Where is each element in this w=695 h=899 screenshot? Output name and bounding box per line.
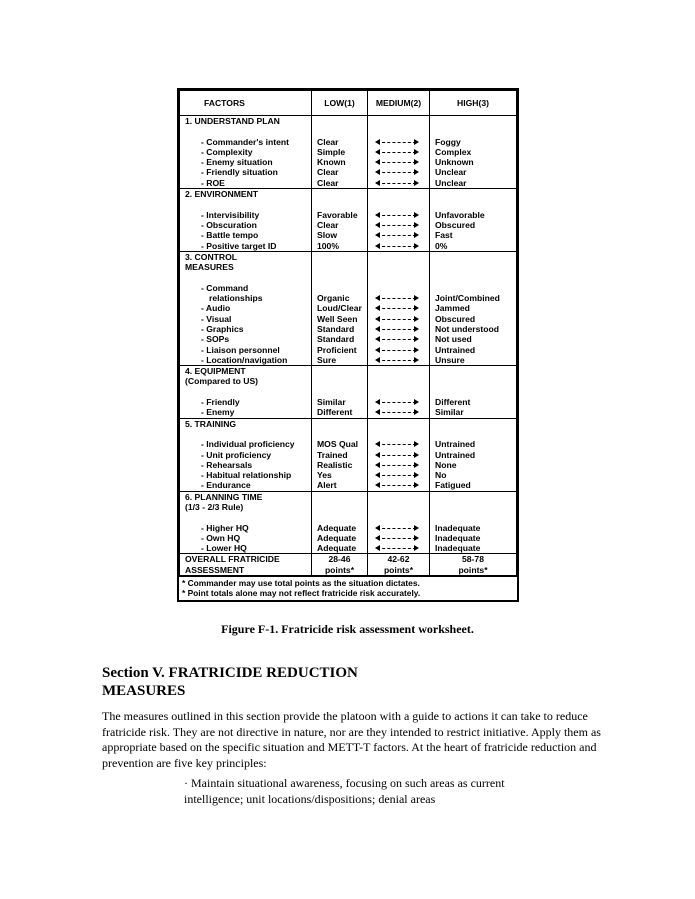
factor-item: - Positive target ID xyxy=(201,240,277,251)
high-value: Similar xyxy=(435,407,464,418)
high-value: Unclear xyxy=(435,167,467,178)
section-row xyxy=(180,189,517,252)
high-value: Untrained xyxy=(435,449,476,460)
range-arrow xyxy=(371,210,426,220)
header-factors: FACTORS xyxy=(180,91,312,116)
medium-cell xyxy=(368,251,430,365)
factor-item: - Unit proficiency xyxy=(201,449,272,460)
low-value xyxy=(315,283,364,293)
range-arrow xyxy=(371,480,426,490)
overall-medium: 42-62 points* xyxy=(368,554,430,576)
factor-item: - Enemy situation xyxy=(201,157,273,168)
factor-item: - Audio xyxy=(201,303,231,314)
header-high: HIGH(3) xyxy=(430,91,517,116)
factor-item: relationships xyxy=(209,293,263,304)
high-value: Unclear xyxy=(435,177,467,188)
low-value: Organic xyxy=(317,293,350,304)
low-value: Standard xyxy=(317,323,355,334)
high-value: Obscured xyxy=(435,313,476,324)
section-heading: 4. EQUIPMENT xyxy=(185,366,246,377)
high-cell xyxy=(430,491,517,554)
overall-low: 28-46 points* xyxy=(312,554,368,576)
worksheet-notes xyxy=(179,576,517,600)
factor-item: - Higher HQ xyxy=(201,522,249,533)
factor-cell xyxy=(180,116,312,189)
high-value: Inadequate xyxy=(435,543,481,554)
factor-item: - Commander's intent xyxy=(201,136,289,147)
section-row xyxy=(180,116,517,189)
section-heading: MEASURES xyxy=(185,262,234,273)
low-value: Alert xyxy=(317,480,337,491)
high-value: Not understood xyxy=(435,323,499,334)
low-value: Known xyxy=(317,157,346,168)
high-value: Unfavorable xyxy=(435,209,485,220)
high-value: Unsure xyxy=(435,354,465,365)
low-value: Adequate xyxy=(317,522,357,533)
range-arrow xyxy=(371,543,426,553)
low-value: Different xyxy=(317,407,353,418)
low-value: Loud/Clear xyxy=(317,303,362,314)
high-value: Inadequate xyxy=(435,522,481,533)
low-value: Yes xyxy=(317,470,332,481)
header-row xyxy=(180,91,517,116)
factor-item: - Command xyxy=(201,282,249,293)
high-value: Fatigued xyxy=(435,480,471,491)
factor-item: - Rehearsals xyxy=(201,459,253,470)
overall-label: OVERALL FRATRICIDE ASSESSMENT xyxy=(180,554,312,576)
factor-cell xyxy=(180,189,312,252)
high-cell xyxy=(430,116,517,189)
factor-item: - Visual xyxy=(201,313,232,324)
section-title: Section V. FRATRICIDE REDUCTION MEASURES xyxy=(102,665,358,699)
factor-item: - Complexity xyxy=(201,146,253,157)
high-cell xyxy=(430,418,517,491)
factor-item: - Liaison personnel xyxy=(201,344,280,355)
factor-item: - Endurance xyxy=(201,480,251,491)
section-heading: (Compared to US) xyxy=(185,376,259,387)
factor-cell xyxy=(180,418,312,491)
range-arrow xyxy=(371,157,426,167)
low-value: Favorable xyxy=(317,209,358,220)
overall-row xyxy=(180,554,517,576)
factor-item: - Battle tempo xyxy=(201,230,259,241)
low-value: Adequate xyxy=(317,543,357,554)
figure-caption: Figure F-1. Fratricide risk assessment worksheet. xyxy=(221,622,474,636)
factor-item: - Obscuration xyxy=(201,219,257,230)
range-arrow xyxy=(371,314,426,324)
low-value: MOS Qual xyxy=(317,439,359,450)
range-arrow xyxy=(371,178,426,188)
low-value: 100% xyxy=(317,240,339,251)
section-row xyxy=(180,418,517,491)
low-cell xyxy=(312,418,368,491)
low-value: Sure xyxy=(317,354,337,365)
range-arrow xyxy=(371,293,426,303)
high-value: Joint/Combined xyxy=(435,293,500,304)
medium-cell xyxy=(368,189,430,252)
low-value: Slow xyxy=(317,230,338,241)
range-arrow xyxy=(371,220,426,230)
high-value xyxy=(433,283,513,293)
range-arrow xyxy=(371,523,426,533)
range-arrow xyxy=(371,397,426,407)
factor-item: - Individual proficiency xyxy=(201,439,295,450)
low-value: Proficient xyxy=(317,344,357,355)
range-arrow xyxy=(371,324,426,334)
range-arrow xyxy=(371,407,426,417)
low-value: Standard xyxy=(317,334,355,345)
factor-item: - Own HQ xyxy=(201,532,241,543)
high-value: Foggy xyxy=(435,136,461,147)
low-value: Clear xyxy=(317,167,339,178)
low-cell xyxy=(312,366,368,418)
low-value: Adequate xyxy=(317,532,357,543)
range-arrow xyxy=(371,303,426,313)
range-arrow xyxy=(371,167,426,177)
high-cell xyxy=(430,251,517,365)
high-value: Jammed xyxy=(435,303,470,314)
section-row xyxy=(180,251,517,365)
medium-cell xyxy=(368,366,430,418)
low-value: Simple xyxy=(317,146,346,157)
factor-item: - Location/navigation xyxy=(201,354,288,365)
factor-item: - Intervisibility xyxy=(201,209,260,220)
range-arrow xyxy=(371,439,426,449)
section-heading: 5. TRAINING xyxy=(185,418,237,429)
low-value: Similar xyxy=(317,397,346,408)
overall-high: 58-78 points* xyxy=(430,554,517,576)
low-value: Realistic xyxy=(317,459,353,470)
high-value: 0% xyxy=(435,240,448,251)
low-value: Clear xyxy=(317,136,339,147)
low-value: Clear xyxy=(317,177,339,188)
medium-cell xyxy=(368,116,430,189)
low-cell xyxy=(312,116,368,189)
range-arrow xyxy=(371,137,426,147)
factor-item: - Graphics xyxy=(201,323,244,334)
high-value: No xyxy=(435,470,447,481)
header-low: LOW(1) xyxy=(312,91,368,116)
note-1: * Commander may use total points as the situation dictates. xyxy=(182,578,420,589)
risk-worksheet xyxy=(177,88,519,602)
factor-cell xyxy=(180,366,312,418)
range-arrow xyxy=(371,345,426,355)
factor-cell xyxy=(180,491,312,554)
factor-item: - Friendly situation xyxy=(201,167,278,178)
bullet-item: · Maintain situational awareness, focusing on such areas as current intelligence; unit locations/dispositions; denial areas xyxy=(184,776,505,806)
high-cell xyxy=(430,189,517,252)
section-row xyxy=(180,491,517,554)
note-2: * Point totals alone may not reflect fratricide risk accurately. xyxy=(182,588,421,599)
range-arrow xyxy=(371,470,426,480)
section-heading: 1. UNDERSTAND PLAN xyxy=(185,116,280,126)
high-value: Different xyxy=(435,397,471,408)
factor-item: - SOPs xyxy=(201,334,230,345)
high-value: Fast xyxy=(435,230,453,241)
low-cell xyxy=(312,491,368,554)
body-paragraph: The measures outlined in this section provide the platoon with a guide to actions it can take to reduce fratricide risk. They are not directive in nature, nor are they intended to restrict initiative. Apply them as appropriate based on the specific situation and METT-T factors. At the heart of fratricide reduction and prevention are five key principles: xyxy=(102,709,601,770)
low-value: Clear xyxy=(317,219,339,230)
factor-item: - Lower HQ xyxy=(201,543,247,554)
low-cell xyxy=(312,251,368,365)
section-heading: (1/3 - 2/3 Rule) xyxy=(185,501,244,512)
factor-item: - Enemy xyxy=(201,407,235,418)
factor-item: - Friendly xyxy=(201,397,240,408)
range-arrow xyxy=(371,533,426,543)
factor-item: - Habitual relationship xyxy=(201,470,292,481)
section-heading: 2. ENVIRONMENT xyxy=(185,189,259,200)
section-heading: 3. CONTROL xyxy=(185,251,238,262)
high-value: Complex xyxy=(435,146,472,157)
range-arrow xyxy=(371,334,426,344)
range-arrow xyxy=(371,450,426,460)
range-arrow xyxy=(371,355,426,365)
high-value: Untrained xyxy=(435,439,476,450)
high-value: Unknown xyxy=(435,157,474,168)
range-arrow xyxy=(371,460,426,470)
section-row xyxy=(180,366,517,418)
high-cell xyxy=(430,366,517,418)
worksheet-table xyxy=(179,90,517,576)
range-arrow xyxy=(371,147,426,157)
medium-cell xyxy=(368,418,430,491)
high-value: Untrained xyxy=(435,344,476,355)
header-medium: MEDIUM(2) xyxy=(368,91,430,116)
low-value: Well Seen xyxy=(317,313,358,324)
section-heading: 6. PLANNING TIME xyxy=(185,491,263,502)
low-cell xyxy=(312,189,368,252)
high-value: Obscured xyxy=(435,219,476,230)
low-value: Trained xyxy=(317,449,348,460)
high-value: None xyxy=(435,459,457,470)
medium-cell xyxy=(368,491,430,554)
high-value: Not used xyxy=(435,334,472,345)
high-value: Inadequate xyxy=(435,532,481,543)
factor-cell xyxy=(180,251,312,365)
range-arrow xyxy=(371,230,426,240)
factor-item: - ROE xyxy=(201,177,225,188)
range-arrow xyxy=(371,241,426,251)
